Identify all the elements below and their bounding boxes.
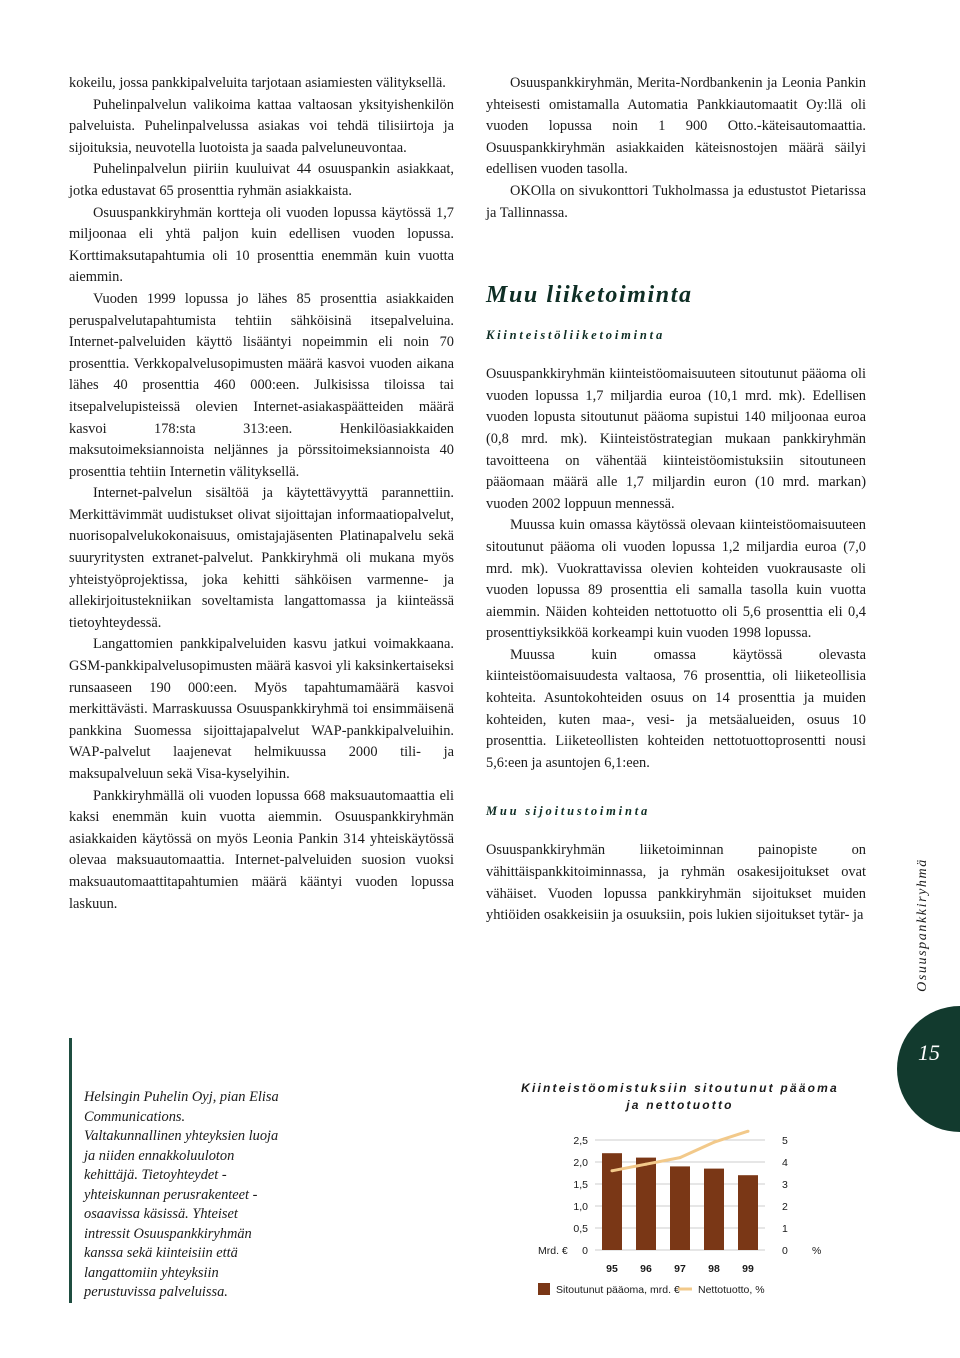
left-tick-label: 1,5 (573, 1179, 588, 1191)
line-point (645, 1163, 648, 1166)
section-label-text: Osuuspankkiryhmä (915, 858, 930, 992)
caption-rule (69, 1038, 72, 1303)
bar (602, 1153, 622, 1250)
paragraph: Puhelinpalvelun valikoima kattaa valtaosan yksityishenkilön palveluista. Puhelinpalvelussa asiakas voi tehdä tilisiirtoja ja sijoituksia, neuvotella luotoista ja saada palveluneuvontaa. (69, 96, 454, 156)
paragraph: Puhelinpalvelun piiriin kuuluivat 44 osuuspankin asiakkaat, jotka edustavat 65 prosenttia ryhmän asiakkaista. (69, 161, 454, 199)
paragraph: Osuuspankkiryhmän liiketoiminnan painopiste on vähittäispankkitoiminnassa, ja ryhmän osakesijoitukset ovat vähäiset. Vuoden lopussa pankkiryhmän sijoitukset muiden yhtiöiden osakkeisiin ja osuuksiin, pois lukien sijoitukset tytär- ja (486, 842, 866, 924)
page-number: 15 (918, 1040, 940, 1065)
paragraph: OKOlla on sivukonttori Tukholmassa ja edustustot Pietarissa ja Tallinnassa. (486, 182, 866, 221)
legend-label: Nettotuotto, % (698, 1284, 765, 1296)
paragraph: Muussa kuin omassa käytössä olevaan kiinteistöomaisuuteen sitoutunut pääoma oli vuoden lopussa 1,2 miljardia euroa (7,0 mrd. mk). Vuokrattavissa olevien kohteiden vuokrausaste oli vuoden lopussa 89 prosenttia eli samalla tasolla kuin vuotta aiemmin. Näiden kohteiden nettotuotto oli 5,6 prosenttia eli 0,4 prosenttiyksikköä korkeampi kuin vuoden 1998 lopussa. (486, 517, 866, 642)
left-tick-label: 1,0 (573, 1201, 588, 1213)
right-axis-label: % (812, 1245, 822, 1257)
paragraph: Osuuspankkiryhmän kortteja oli vuoden lopussa käytössä 1,7 miljoonaa eli yhtä paljon kuin edellisen vuoden lopussa. Korttimaksutapahtumia oli 10 prosenttia enemmän kuin vuotta aiemmin. (69, 204, 454, 286)
bar (636, 1158, 656, 1250)
section-side-label (915, 850, 935, 1000)
paragraph: Osuuspankkiryhmän, Merita-Nordbankenin ja Leonia Pankin yhteisesti omistamalla Automatia Pankkiautomaatit Oy:llä oli vuoden lopussa noin 1 900 Otto.-käteisautomaattia. Osuuspankkiryhmän asiakkaiden käteisnostojen määrä säilyi edellisen vuoden tasolla. (486, 75, 866, 178)
paragraph: Osuuspankkiryhmän kiinteistöomaisuuteen sitoutunut pääoma oli vuoden lopussa 1,7 miljardia euroa (10,1 mrd. mk). Edellisen vuoden lopusta sitoutunut pääoma supistui 140 miljoonaa euroa (0,8 mrd. mk). Kiinteistöstrategian mukaan pankkiryhmän tavoitteena on vähentää kiinteistöomistuksiin sitoutuneen pääomaan määrä alle 1,7 miljardin euron (10 mrd. markan) vuoden 2002 loppuun mennessä. (486, 366, 866, 512)
line-point (679, 1156, 682, 1159)
right-tick-label: 5 (782, 1135, 788, 1147)
photo-caption: Helsingin Puhelin Oyj, pian Elisa Communications. Valtakunnallinen yhteyksien luoja ja niiden ennakkoluuloton kehittäjä. Tietoyhteydet - yhteiskunnan perusrakenteet - osaavissa käsissä. Yhteiset intressit Osuuspankkiryhmän kanssa sekä kiinteisiin että langattomiin yhteyksiin perustuvissa palveluissa. (84, 1089, 279, 1300)
right-tick-label: 3 (782, 1179, 788, 1191)
x-tick-label: 97 (674, 1263, 686, 1275)
x-tick-label: 99 (742, 1263, 754, 1275)
paragraph: kokeilu, jossa pankkipalveluita tarjotaan asiamiesten välityksellä. (69, 75, 446, 91)
page-number-tab (897, 1006, 960, 1132)
paragraph: Pankkiryhmällä oli vuoden lopussa 668 maksuautomaattia eli kaksi enemmän kuin vuotta aiemmin. Osuuspankkiryhmän asiakkaiden käytössä on myös Leonia Pankin 314 yhteiskäytössä olevaa maksuautomaattia. Internet-palveluiden suosion vuoksi maksuautomaattitapahtumien määrä kääntyi vuoden lopussa laskuun. (69, 787, 454, 912)
subsection-heading: Kiinteistöliiketoiminta (486, 328, 665, 343)
right-tick-label: 1 (782, 1223, 788, 1235)
line-point (747, 1130, 750, 1133)
legend-label: Sitoutunut pääoma, mrd. € (556, 1284, 680, 1296)
right-tick-label: 4 (782, 1157, 788, 1169)
x-tick-label: 96 (640, 1263, 652, 1275)
subsection-heading: Muu sijoitustoiminta (486, 804, 651, 819)
left-tick-label: 0 (582, 1245, 588, 1257)
left-axis-label: Mrd. € (538, 1245, 568, 1257)
legend-bar-swatch (538, 1283, 550, 1295)
bar (738, 1175, 758, 1250)
bar (670, 1166, 690, 1250)
chart-title: Kiinteistöomistuksiin sitoutunut pääoma ja nettotuotto (521, 1081, 839, 1112)
paragraph: Langattomien pankkipalveluiden kasvu jatkui voimakkaana. GSM-pankkipalvelusopimusten määrä kasvoi yli kaksinkertaiseksi runsaaseen 190 000:een. Myös tapahtumamäärä kasvoi merkittävästi. Marraskuussa Osuuspankkiryhmä toi ensimmäisenä pankkina Suomessa sijoittajapalvelut WAP-pankkipalveluihin. WAP-palvelut laajenevat helmikuussa 2000 tili- ja maksupalveluun sekä Visa-kyselyihin. (69, 636, 454, 782)
left-tick-label: 2,5 (573, 1135, 588, 1147)
bar (704, 1169, 724, 1250)
section-heading: Muu liiketoiminta (486, 282, 693, 309)
right-tick-label: 0 (782, 1245, 788, 1257)
paragraph: Internet-palvelun sisältöä ja käytettävyyttä parannettiin. Merkittävimmät uudistukset olivat sijoittajan informaatiopalvelut, nuorisopalvelukokonaisuus, omistajajäsenten Platinapalvelu sekä suuryritysten extranet-palvelut. Pankkiryhmä oli mukana myös yhteistyöprojektissa, joka kehitti sähköisen varmenne- ja allekirjoitustekniikan soveltamista langattomassa ja kiinteässä tietoyhteydessä. (69, 485, 454, 631)
left-tick-label: 2,0 (573, 1157, 588, 1169)
x-tick-label: 95 (606, 1263, 618, 1275)
line-series (612, 1131, 748, 1171)
right-text-column (486, 73, 866, 927)
x-tick-label: 98 (708, 1263, 720, 1275)
right-tick-label: 2 (782, 1201, 788, 1213)
left-text-column (69, 73, 454, 915)
left-tick-label: 0,5 (573, 1223, 588, 1235)
line-point (713, 1141, 716, 1144)
chart (520, 1120, 840, 1310)
paragraph: Muussa kuin omassa käytössä olevasta kiinteistöomaisuudesta valtaosa, 76 prosenttia, oli liiketeollisia kohteita. Asuntokohteiden osuus on 14 prosenttia ja muiden kohteiden, kuten maa-, vesi- ja metsäalueiden, osuus 10 prosenttia. Liiketeollisten kohteiden nettotuottoprosentti nousi 5,6:een ja asuntojen 6,1:een. (486, 646, 866, 771)
line-point (611, 1169, 614, 1172)
paragraph: Vuoden 1999 lopussa jo lähes 85 prosenttia asiakkaiden peruspalvelutapahtumista tehtiin sähköisinä itsepalveluina. Internet-palveluiden käyttö lisääntyi nopeimmin eli noin 70 prosenttia. Verkkopalvelusopimusten määrä kasvoi vuoden aikana lähes 40 prosenttia 460 000:een. Julkisissa tiloissa tai itsepalvelupisteissä olevien Internet-asiakaspäätteiden määrä kasvoi 178:sta 313:een. Henkilöasiakkaiden maksutoimeksiannoista neljännes ja pörssitoimeksiannoista 40 prosenttia tehtiin Internetin välityksellä. (69, 290, 454, 480)
